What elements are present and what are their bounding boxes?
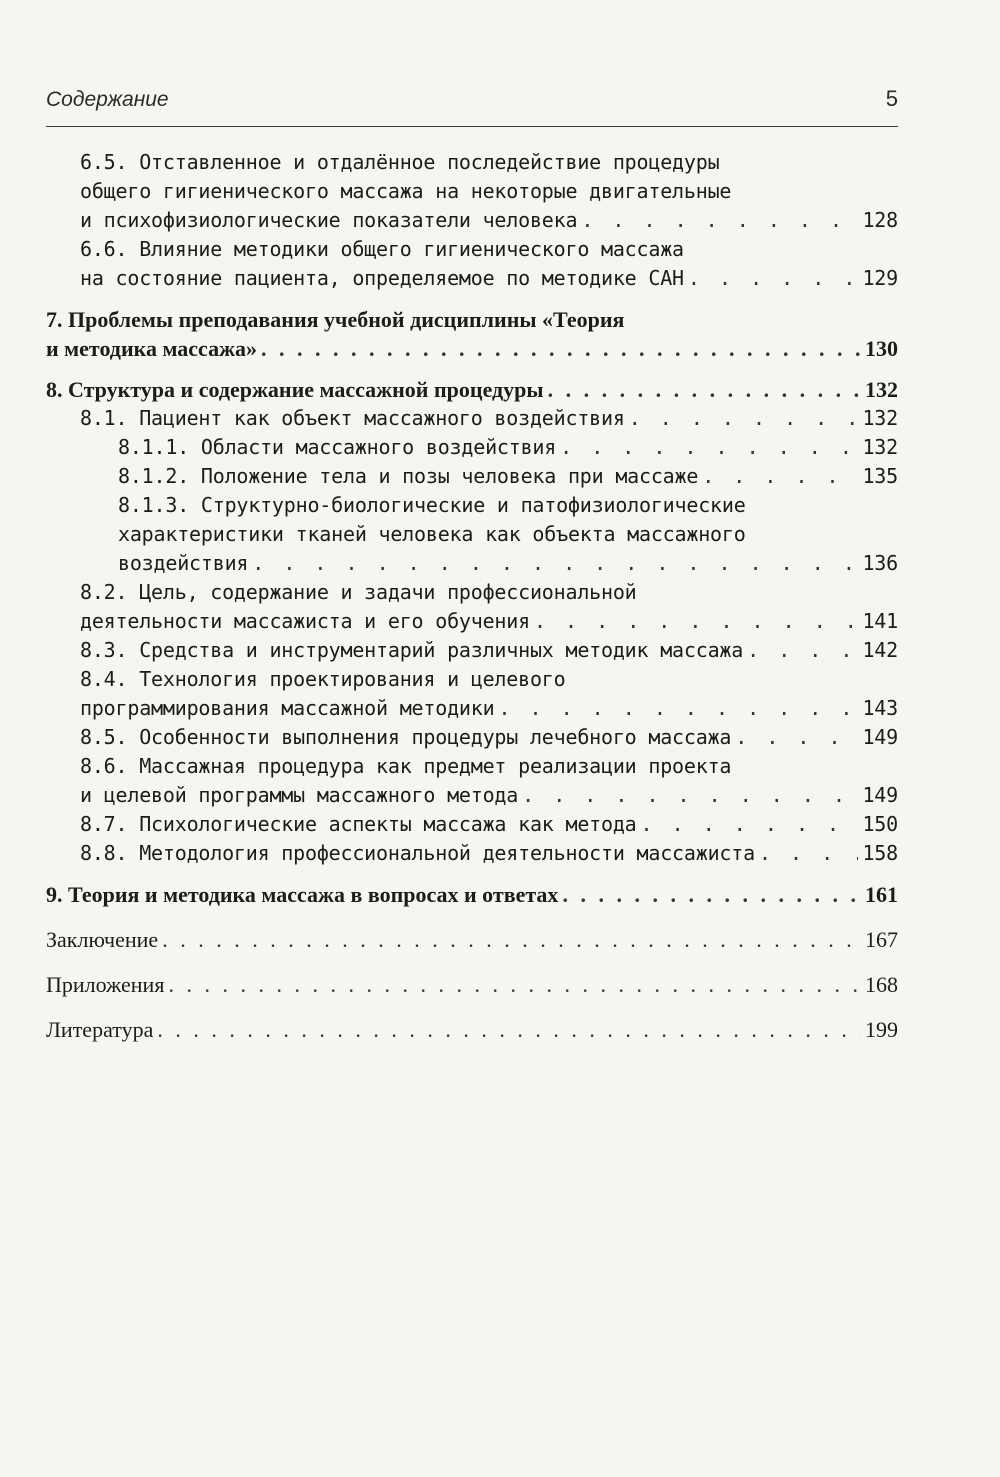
toc-entry-title: 8.3. Средства и инструментарий различных методик массажа <box>80 638 744 662</box>
toc-entry-title: 8. Структура и содержание массажной процедуры <box>46 377 544 402</box>
toc-entry <box>46 404 898 433</box>
toc-entry <box>46 810 898 839</box>
toc-entry-last-line <box>46 334 898 363</box>
toc-entry-last-line <box>46 925 898 954</box>
toc-entry-last-line <box>118 462 898 491</box>
toc-entry <box>46 462 898 491</box>
toc-entry <box>46 752 898 810</box>
toc-entry-line: общего гигиенического массажа на некоторые двигательные <box>80 179 732 203</box>
toc-page-number: 149 <box>862 725 898 749</box>
toc-entry-title: на состояние пациента, определяемое по методике САН <box>80 266 684 290</box>
dot-leader <box>747 636 858 665</box>
toc-entry-last-line <box>80 781 898 810</box>
table-of-contents <box>46 148 898 1044</box>
toc-entry <box>46 433 898 462</box>
dot-leader <box>522 781 858 810</box>
toc-entry-title: 9. Теория и методика массажа в вопросах и ответах <box>46 882 559 907</box>
toc-entry <box>46 970 898 999</box>
toc-entry-last-line <box>118 549 898 578</box>
toc-entry-last-line <box>46 880 898 909</box>
toc-page-number: 150 <box>862 812 898 836</box>
toc-entry-title: и психофизиологические показатели человека <box>80 208 578 232</box>
toc-entry <box>46 578 898 636</box>
toc-entry-title: программирования массажной методики <box>80 696 495 720</box>
toc-entry <box>46 148 898 235</box>
toc-entry-line: 7. Проблемы преподавания учебной дисциплины «Теория <box>46 307 625 332</box>
toc-entry <box>46 839 898 868</box>
toc-entry <box>46 665 898 723</box>
toc-entry-title: деятельности массажиста и его обучения <box>80 609 530 633</box>
dot-leader <box>702 462 858 491</box>
toc-page-number: 168 <box>865 972 898 997</box>
toc-page-number: 167 <box>865 927 898 952</box>
toc-page-number: 136 <box>862 551 898 575</box>
toc-entry-last-line <box>80 810 898 839</box>
toc-entry-last-line <box>46 1015 898 1044</box>
toc-entry-title: Приложения <box>46 972 165 997</box>
toc-page-number: 141 <box>862 609 898 633</box>
toc-entry-title: 8.7. Психологические аспекты массажа как метода <box>80 812 637 836</box>
page-number: 5 <box>885 86 898 111</box>
toc-page-number: 143 <box>862 696 898 720</box>
toc-entry-last-line <box>80 839 898 868</box>
toc-page-number: 128 <box>862 208 898 232</box>
toc-entry-last-line <box>80 723 898 752</box>
toc-page-number: 149 <box>862 783 898 807</box>
toc-entry <box>46 880 898 909</box>
toc-page-number: 142 <box>862 638 898 662</box>
toc-entry-title: Литература <box>46 1017 154 1042</box>
toc-entry-title: 8.1. Пациент как объект массажного воздействия <box>80 406 625 430</box>
running-title: Содержание <box>46 88 169 111</box>
toc-page-number: 132 <box>862 406 898 430</box>
toc-entry-last-line <box>46 375 898 404</box>
dot-leader <box>168 970 861 999</box>
toc-entry-line: 8.4. Технология проектирования и целевого <box>80 667 566 691</box>
toc-entry-line: 8.1.3. Структурно-биологические и патофизиологические <box>118 493 746 517</box>
toc-entry-last-line <box>80 206 898 235</box>
toc-entry-last-line <box>80 636 898 665</box>
dot-leader <box>641 810 859 839</box>
dot-leader <box>560 433 858 462</box>
toc-entry <box>46 925 898 954</box>
dot-leader <box>498 694 858 723</box>
dot-leader <box>162 925 861 954</box>
toc-entry <box>46 723 898 752</box>
toc-entry-title: 8.8. Методология профессиональной деятельности массажиста <box>80 841 755 865</box>
dot-leader <box>735 723 858 752</box>
dot-leader <box>157 1015 861 1044</box>
running-header <box>46 86 898 127</box>
toc-page-number: 199 <box>865 1017 898 1042</box>
toc-entry-last-line <box>118 433 898 462</box>
toc-entry <box>46 491 898 578</box>
dot-leader <box>534 607 859 636</box>
toc-entry-title: и целевой программы массажного метода <box>80 783 519 807</box>
dot-leader <box>548 375 861 404</box>
toc-entry-line: 8.6. Массажная процедура как предмет реализации проекта <box>80 754 732 778</box>
dot-leader <box>688 264 859 293</box>
toc-entry <box>46 1015 898 1044</box>
dot-leader <box>629 404 859 433</box>
dot-leader <box>261 334 861 363</box>
toc-entry-last-line <box>46 970 898 999</box>
toc-entry-title: воздействия <box>118 551 249 575</box>
toc-entry-last-line <box>80 694 898 723</box>
toc-entry <box>46 375 898 404</box>
toc-entry-title: 8.1.2. Положение тела и позы человека при массаже <box>118 464 699 488</box>
toc-entry <box>46 636 898 665</box>
toc-entry-line: 6.5. Отставленное и отдалённое последействие процедуры <box>80 150 720 174</box>
dot-leader <box>759 839 859 868</box>
toc-entry-title: и методика массажа» <box>46 336 258 361</box>
toc-entry-line: 8.2. Цель, содержание и задачи профессиональной <box>80 580 637 604</box>
toc-entry-title: Заключение <box>46 927 159 952</box>
toc-page-number: 135 <box>862 464 898 488</box>
toc-entry <box>46 235 898 293</box>
toc-page-number: 129 <box>862 266 898 290</box>
toc-entry <box>46 305 898 363</box>
dot-leader <box>562 880 861 909</box>
dot-leader <box>581 206 858 235</box>
toc-entry-line: 6.6. Влияние методики общего гигиенического массажа <box>80 237 684 261</box>
toc-page-number: 130 <box>865 336 898 361</box>
toc-entry-title: 8.5. Особенности выполнения процедуры лечебного массажа <box>80 725 732 749</box>
toc-entry-title: 8.1.1. Области массажного воздействия <box>118 435 557 459</box>
toc-page-number: 161 <box>865 882 898 907</box>
toc-page-number: 132 <box>862 435 898 459</box>
toc-entry-last-line <box>80 404 898 433</box>
toc-entry-last-line <box>80 264 898 293</box>
toc-entry-last-line <box>80 607 898 636</box>
toc-entry-line: характеристики тканей человека как объекта массажного <box>118 522 746 546</box>
toc-page-number: 158 <box>862 841 898 865</box>
toc-page-number: 132 <box>865 377 898 402</box>
dot-leader <box>252 549 858 578</box>
